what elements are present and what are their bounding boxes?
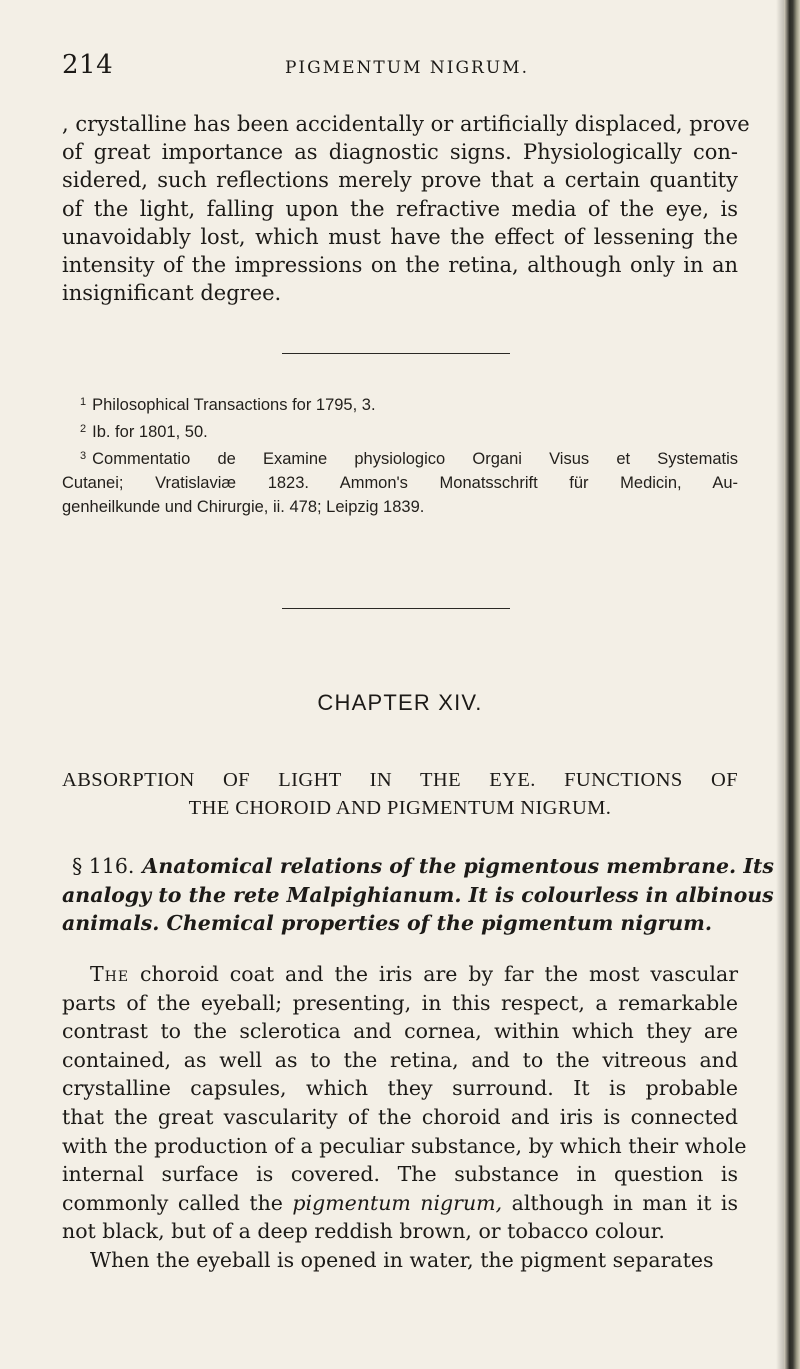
text-line: sidered, such reflections merely prove that a certain quantity [62,168,738,193]
footnote-continuation: genheilkunde und Chirurgie, ii. 478; Leipzig 1839. [62,498,425,516]
text-line: of the light, falling upon the refractive media of the eye, is [62,196,738,221]
summary-line: animals. Chemical properties of the pigmentum nigrum. [62,911,712,935]
running-head: PIGMENTUM NIGRUM. [284,58,529,78]
text-line: The choroid coat and the iris are by far the most vascular [90,962,738,986]
footnote-continuation: Cutanei; Vratislaviæ 1823. Ammon's Monatsschrift für Medicin, Au- [62,474,738,492]
text-line: of great importance as diagnostic signs. Physiologically con- [62,140,738,165]
page-gutter-shadow [776,0,784,1369]
section-summary [62,852,774,938]
text-line: internal surface is covered. The substance in question is [62,1162,738,1187]
text-line: intensity of the impressions on the retina, although only in an [62,253,738,278]
chapter-title-line: ABSORPTION OF LIGHT IN THE EYE. FUNCTIONS OF [62,769,738,791]
text-line: When the eyeball is opened in water, the pigment separates [90,1247,714,1272]
summary-line: analogy to the rete Malpighianum. It is colourless in albinous [62,882,774,907]
lead-word: The [90,962,130,986]
footnotes [62,390,738,519]
continued-paragraph [62,110,750,307]
chapter-rule [282,608,510,609]
section-body [62,960,747,1275]
text-line: parts of the eyeball; presenting, in this respect, a remarkable [62,990,738,1015]
page-number: 214 [62,50,114,80]
text-line: crystalline capsules, which they surround. It is probable [62,1076,738,1101]
chapter-title-line: THE CHOROID AND PIGMENTUM NIGRUM. [188,797,612,819]
chapter-title [62,766,738,822]
text-line: not black, but of a deep reddish brown, or tobacco colour. [62,1219,665,1244]
page-header [62,50,722,86]
summary-line: § 116. Anatomical relations of the pigmentous membrane. Its [72,854,774,878]
text-line: , crystalline has been accidentally or artificially displaced, prove [62,112,750,136]
text-line: contained, as well as to the retina, and to the vitreous and [62,1047,738,1072]
text-line: that the great vascularity of the choroid and iris is connected [62,1104,738,1129]
book-edge [784,0,800,1369]
footnote: $^2$ Ib. for 1801, 50. [80,423,208,441]
footnote-rule [282,353,510,354]
text-line: unavoidably lost, which must have the effect of lessening the [62,224,738,249]
text-line: contrast to the sclerotica and cornea, within which they are [62,1019,738,1044]
footnote: $^1$ Philosophical Transactions for 1795, 3. [80,396,376,414]
footnote: $^3$ Commentatio de Examine physiologico Organi Visus et Systematis [80,450,738,468]
text-line: insignificant degree. [62,281,282,306]
chapter-heading: CHAPTER XIV. [317,690,483,715]
text-line: commonly called the pigmentum nigrum, although in man it is [62,1190,738,1215]
text-line: with the production of a peculiar substance, by which their whole [62,1133,747,1158]
section-number: § 116. [72,854,135,878]
